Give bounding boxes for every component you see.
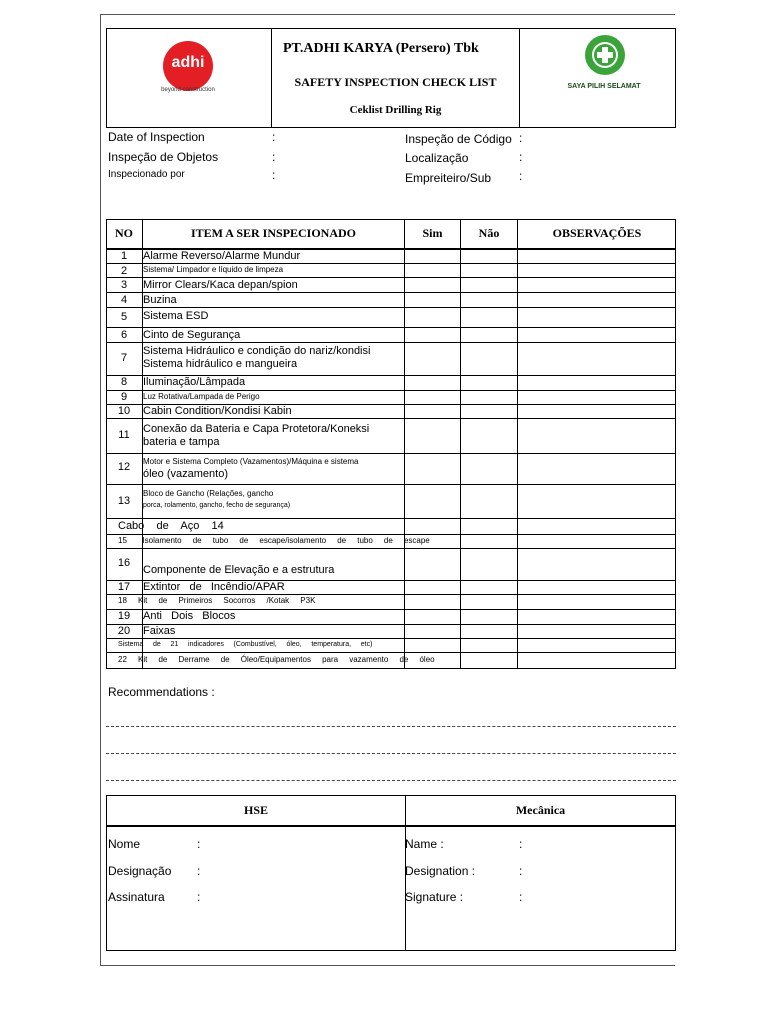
inspected-by-label: Inspecionado por xyxy=(108,169,185,180)
document-title: SAFETY INSPECTION CHECK LIST xyxy=(294,75,497,89)
table-row: Conexão da Bateria e Capa Protetora/Koneksi xyxy=(143,423,370,435)
inspection-table: NO ITEM A SER INSPECIONADO Sim Não OBSERVAÇÕES 1 Alarme Reverso/Alarme Mundur 2 Sistema/ Limpador e líquido de limpeza 3 Mirror Clears/Kaca depan/spion 4 Buzina 5 Sistema ESD 6 Cinto de Segurança 7 Sistema Hidráulico e condição do nariz/kondisi Sistema hidráulico e mangueira 8 Iluminação/Lâmpada 9 Luz Rotativa/Lampada de Perigo 10 Cabin Condition/Kondisi Kabin 11 Conexão da Bateria e Capa Protetora/Koneksi bateria e tampa 12 Motor e Sistema Completo (Vazamentos)/Máquina e sistema óleo (vazamento) 13 Bloco de Gancho (Relações, gancho porca, rolamento, gancho, fecho de segurança) Cabo de Aço 14 15 Isolamento de tubo de escape/isolamento de tubo de escape 16 Componente de Elevação e a estrutura 17 Extintor de Incêndio/APAR 18 Kit de Primeiros Socorros /Kotak P3K 19 Anti Dois Blocos 20 Faixas Sistema de 21 indicadores (Combustível, óleo, temperatura, etc) 22 Kit de Derrame de Óleo/Equipamentos para vazamento de óleo xyxy=(106,219,676,669)
table-row: Cabin Condition/Kondisi Kabin xyxy=(143,405,292,417)
table-row: Alarme Reverso/Alarme Mundur xyxy=(143,250,301,262)
company-name: PT.ADHI KARYA (Persero) Tbk xyxy=(283,41,479,56)
table-row: Motor e Sistema Completo (Vazamentos)/Máquina e sistema xyxy=(143,457,359,466)
contractor-label: Empreiteiro/Sub xyxy=(405,171,492,185)
table-row: Luz Rotativa/Lampada de Perigo xyxy=(143,392,260,401)
adhi-logo-word: adhi xyxy=(171,54,205,71)
table-row: Iluminação/Lâmpada xyxy=(143,376,246,388)
header-no-col: Não xyxy=(478,226,500,240)
table-row: Cinto de Segurança xyxy=(143,329,241,341)
inspection-code-label: Inspeção de Código xyxy=(405,132,512,146)
document-subtitle: Ceklist Drilling Rig xyxy=(349,104,442,116)
header-yes: Sim xyxy=(422,226,443,240)
hse-signature-label: Assinatura xyxy=(108,890,165,904)
table-row: Sistema/ Limpador e líquido de limpeza xyxy=(143,265,284,274)
table-row: 22 Kit de Derrame de Óleo/Equipamentos para vazamento de óleo xyxy=(118,655,435,664)
signature-block: HSE Mecânica Nome : Designação : Assinatura : Name : : Designation : : Signature : : xyxy=(106,795,676,951)
table-row: Cabo de Aço 14 xyxy=(118,520,224,532)
table-row: Mirror Clears/Kaca depan/spion xyxy=(143,279,298,291)
recommendation-line[interactable] xyxy=(106,726,676,727)
recommendations-label: Recommendations : xyxy=(108,685,215,699)
table-row: Sistema de 21 indicadores (Combustível, óleo, temperatura, etc) xyxy=(118,641,373,648)
table-row: 15 Isolamento de tubo de escape/isolamento de tubo de escape xyxy=(118,536,430,545)
adhi-logo-tagline: beyond construction xyxy=(161,87,215,93)
table-row: Sistema ESD xyxy=(143,310,209,322)
inspection-object-label: Inspeção de Objetos xyxy=(108,150,219,164)
table-row: Componente de Elevação e a estrutura xyxy=(143,564,335,576)
table-row: Buzina xyxy=(143,294,177,306)
hse-name-label: Nome xyxy=(108,837,141,851)
header-item: ITEM A SER INSPECIONADO xyxy=(190,226,357,240)
table-row: Anti Dois Blocos xyxy=(143,610,236,622)
recommendation-line[interactable] xyxy=(106,753,676,754)
hse-designation-label: Designação xyxy=(108,864,172,878)
safety-logo-text: SAYA PILIH SELAMAT xyxy=(567,83,641,90)
recommendation-line[interactable] xyxy=(106,780,676,781)
table-row: 18 Kit de Primeiros Socorros /Kotak P3K xyxy=(118,596,316,605)
header-observations: OBSERVAÇÕES xyxy=(552,226,642,240)
table-row: Bloco de Gancho (Relações, gancho xyxy=(143,489,274,498)
mechanic-signature-label: Signature : xyxy=(405,890,464,904)
mechanic-name-label: Name : xyxy=(405,837,444,851)
mechanic-header: Mecânica xyxy=(515,803,566,817)
document-header xyxy=(106,28,676,128)
table-row: Faixas xyxy=(143,625,176,637)
table-row: Extintor de Incêndio/APAR xyxy=(143,581,285,593)
header-no: NO xyxy=(115,226,133,240)
table-row: Sistema Hidráulico e condição do nariz/kondisi xyxy=(143,345,371,357)
date-of-inspection-label: Date of Inspection xyxy=(108,130,205,144)
location-label: Localização xyxy=(405,151,469,165)
hse-header: HSE xyxy=(243,803,268,817)
mechanic-designation-label: Designation : xyxy=(405,864,476,878)
